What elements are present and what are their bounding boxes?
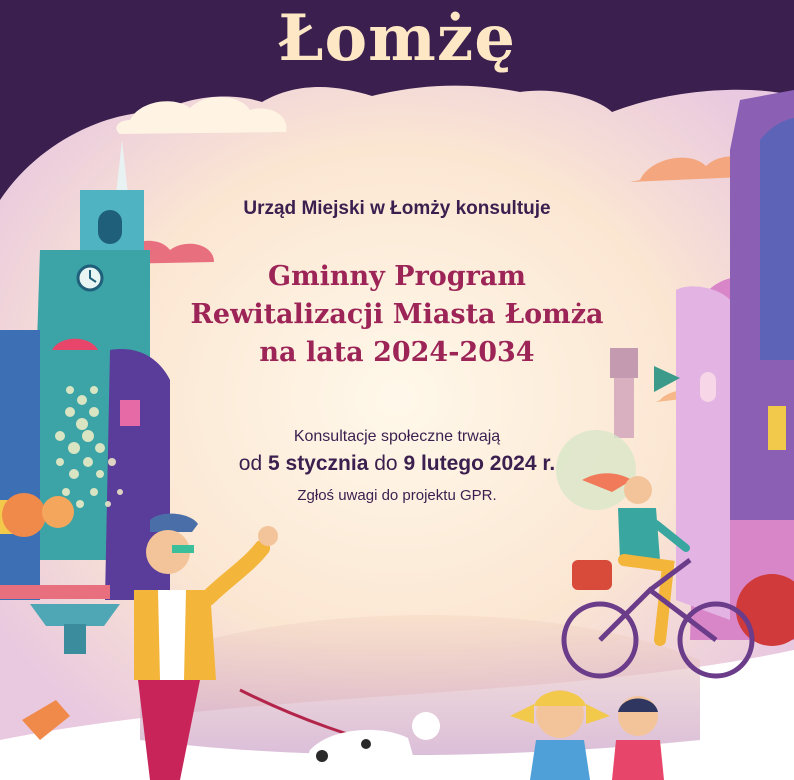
city-name-heading: Łomżę — [278, 1, 516, 76]
right-window-2 — [700, 372, 716, 402]
program-title-line-1: Gminny Program — [268, 261, 526, 292]
program-title-line-2: Rewitalizacji Miasta Łomża — [190, 299, 604, 330]
program-title-line-3: na lata 2024-2034 — [259, 337, 535, 368]
dates-prefix: od — [238, 452, 263, 475]
remarks-line: Zgłoś uwagi do projektu GPR. — [297, 487, 497, 504]
program-title — [0, 258, 794, 372]
left-window-1 — [120, 400, 140, 426]
office-line: Urząd Miejski w Łomży konsultuje — [243, 198, 551, 219]
fountain-base — [64, 624, 86, 654]
dates-line — [0, 452, 794, 476]
consultation-line: Konsultacje społeczne trwają — [293, 428, 501, 445]
dates-start: 5 stycznia — [268, 452, 369, 475]
dates-end: 9 lutego 2024 r. — [403, 452, 556, 475]
bench — [0, 585, 110, 599]
dates-middle: do — [374, 452, 398, 475]
